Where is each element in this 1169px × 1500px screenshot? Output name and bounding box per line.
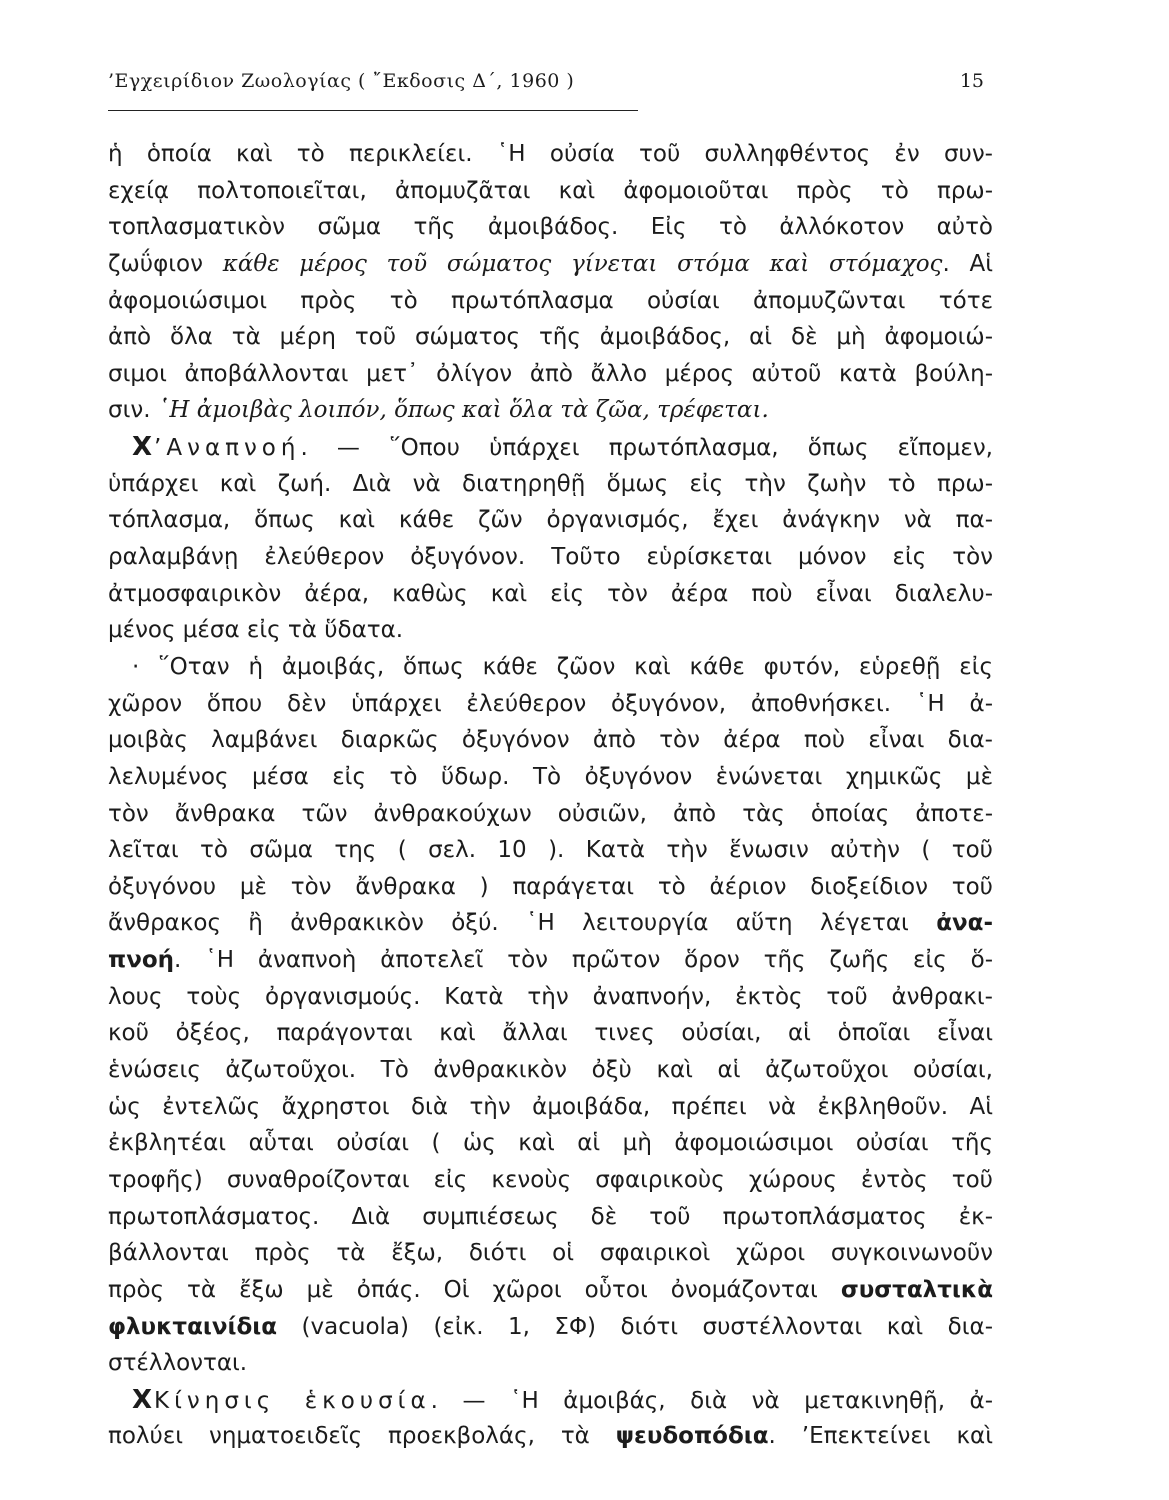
text-line: · ῞Οταν ἡ ἀμοιβάς, ὅπως κάθε ζῶον καὶ κάθε φυτόν, εὑρεθῇ εἰς xyxy=(132,653,993,680)
section-heading-voluntary-movement: Κίνησις ἑκουσία xyxy=(154,1387,431,1414)
text-line: ὑπάρχει καὶ ζωή. Διὰ νὰ διατηρηθῇ ὅμως εἰς τὴν ζωὴν τὸ πρω- xyxy=(108,470,993,497)
body-text xyxy=(108,136,993,1455)
text-line: ἀτμοσφαιρικὸν ἀέρα, καθὼς καὶ εἰς τὸν ἀέρα ποὺ εἶναι διαλελυ- xyxy=(108,580,993,607)
bold-term: ἀνα- xyxy=(936,910,994,937)
section-heading-respiration: ’Αναπνοή xyxy=(154,435,301,462)
header-rule xyxy=(108,110,638,111)
text-line: μοιβὰς λαμβάνει διαρκῶς ὀξυγόνον ἀπὸ τὸν ἀέρα ποὺ εἶναι δια- xyxy=(108,727,993,754)
text-line xyxy=(108,392,993,429)
handwritten-x-mark: X xyxy=(132,1384,153,1415)
text-span: . ῾Η ἀναπνοὴ ἀποτελεῖ τὸν πρῶτον ὅρον τῆς ζωῆς εἰς ὅ- xyxy=(174,947,993,974)
italic-emphasis: κάθε μέρος τοῦ σώματος γίνεται στόμα καὶ στόμαχος xyxy=(222,250,943,277)
text-line: κοῦ ὀξέος, παράγονται καὶ ἄλλαι τινες οὐσίαι, αἱ ὁποῖαι εἶναι xyxy=(108,1020,993,1047)
text-line xyxy=(108,905,993,942)
text-line: ραλαμβάνῃ ἐλεύθερον ὀξυγόνον. Τοῦτο εὑρίσκεται μόνον εἰς τὸν xyxy=(108,544,993,571)
text-line: λελυμένος μέσα εἰς τὸ ὕδωρ. Τὸ ὀξυγόνον ἑνώνεται χημικῶς μὲ xyxy=(108,763,993,790)
text-span: . ’Επεκτείνει καὶ xyxy=(768,1423,993,1450)
text-line: ὡς ἐντελῶς ἄχρηστοι διὰ τὴν ἀμοιβάδα, πρέπει νὰ ἐκβληθοῦν. Αἱ xyxy=(108,1093,993,1120)
text-line xyxy=(108,1272,993,1309)
text-span: (vacuola) (εἰκ. 1, ΣΦ) διότι συστέλλονται καὶ δια- xyxy=(277,1313,993,1340)
text-line xyxy=(108,1418,993,1455)
text-line: τὸν ἄνθρακα τῶν ἀνθρακούχων οὐσιῶν, ἀπὸ τὰς ὁποίας ἀποτε- xyxy=(108,800,993,827)
running-header xyxy=(108,70,984,110)
text-span: ζωΰφιον xyxy=(108,250,203,277)
bold-term: ψευδοπόδια xyxy=(615,1423,769,1450)
text-line: εχείᾳ πολτοποιεῖται, ἀπομυζᾶται καὶ ἀφομοιοῦται πρὸς τὸ πρω- xyxy=(108,177,993,204)
text-line: τροφῆς) συναθροίζονται εἰς κενοὺς σφαιρικοὺς χώρους ἐντὸς τοῦ xyxy=(108,1166,993,1193)
text-span: ἄνθρακος ἢ ἀνθρακικὸν ὀξύ. ῾Η λειτουργία αὕτη λέγεται xyxy=(108,910,909,937)
text-line: λεῖται τὸ σῶμα της ( σελ. 10 ). Κατὰ τὴν ἕνωσιν αὐτὴν ( τοῦ xyxy=(108,837,993,864)
text-line: τόπλασμα, ὅπως καὶ κάθε ζῶν ὀργανισμός, ἔχει ἀνάγκην νὰ πα- xyxy=(108,507,993,534)
text-span: σιν. xyxy=(108,397,151,424)
text-line: λους τοὺς ὀργανισμούς. Κατὰ τὴν ἀναπνοήν, ἐκτὸς τοῦ ἀνθρακι- xyxy=(108,983,993,1010)
bold-term: πνοή xyxy=(108,947,175,974)
italic-emphasis: ῾Η ἀμοιβὰς λοιπόν, ὅπως καὶ ὅλα τὰ ζῶα, τρέφεται. xyxy=(157,397,769,424)
section-heading-line xyxy=(108,1382,993,1419)
text-line: τοπλασματικὸν σῶμα τῆς ἀμοιβάδος. Εἰς τὸ ἀλλόκοτον αὐτὸ xyxy=(108,214,993,241)
text-span: . — ῾Η ἀμοιβάς, διὰ νὰ μετακινηθῇ, ἀ- xyxy=(430,1387,993,1414)
header-title: ’Εγχειρίδιον Ζωολογίας ( ῎Εκδοσις Δ΄, 1960 ) xyxy=(108,70,575,92)
text-line: πρωτοπλάσματος. Διὰ συμπιέσεως δὲ τοῦ πρωτοπλάσματος ἐκ- xyxy=(108,1203,993,1230)
text-span: . — ῞Οπου ὑπάρχει πρωτόπλασμα, ὅπως εἴπομεν, xyxy=(300,435,993,462)
text-line: ἀπὸ ὅλα τὰ μέρη τοῦ σώματος τῆς ἀμοιβάδος, αἱ δὲ μὴ ἀφομοιώ- xyxy=(108,324,993,351)
text-line: ἀφομοιώσιμοι πρὸς τὸ πρωτόπλασμα οὐσίαι ἀπομυζῶνται τότε xyxy=(108,287,993,314)
handwritten-x-mark: X xyxy=(132,432,153,463)
text-line: χῶρον ὅπου δὲν ὑπάρχει ἐλεύθερον ὀξυγόνον, ἀποθνήσκει. ῾Η ἀ- xyxy=(108,690,993,717)
text-line: ἐκβλητέαι αὗται οὐσίαι ( ὡς καὶ αἱ μὴ ἀφομοιώσιμοι οὐσίαι τῆς xyxy=(108,1130,993,1157)
text-span: πρὸς τὰ ἔξω μὲ ὀπάς. Οἱ χῶροι οὗτοι ὀνομάζονται xyxy=(108,1276,818,1303)
page-number: 15 xyxy=(959,70,984,92)
text-line: ὀξυγόνου μὲ τὸν ἄνθρακα ) παράγεται τὸ ἀέριον διοξείδιον τοῦ xyxy=(108,873,993,900)
text-line: βάλλονται πρὸς τὰ ἔξω, διότι οἱ σφαιρικοὶ χῶροι συγκοινωνοῦν xyxy=(108,1240,993,1267)
bold-term: φλυκταινίδια xyxy=(108,1313,278,1340)
bold-term: συσταλτικὰ xyxy=(840,1276,994,1303)
text-line: ἑνώσεις ἀζωτοῦχοι. Τὸ ἀνθρακικὸν ὀξὺ καὶ αἱ ἀζωτοῦχοι οὐσίαι, xyxy=(108,1057,993,1084)
text-line xyxy=(108,246,993,283)
text-span: . Αἱ xyxy=(942,250,994,277)
text-line xyxy=(108,942,993,979)
text-line: μένος μέσα εἰς τὰ ὕδατα. xyxy=(108,617,404,644)
text-line: στέλλονται. xyxy=(108,1350,248,1377)
text-line: σιμοι ἀποβάλλονται μετ᾽ ὀλίγον ἀπὸ ἄλλο μέρος αὐτοῦ κατὰ βούλη- xyxy=(108,360,993,387)
text-line: ἡ ὁποία καὶ τὸ περικλείει. ῾Η οὐσία τοῦ συλληφθέντος ἐν συν- xyxy=(108,141,993,167)
text-span: πολύει νηματοειδεῖς προεκβολάς, τὰ xyxy=(108,1423,590,1450)
text-line xyxy=(108,1309,993,1346)
section-heading-line xyxy=(108,429,993,466)
